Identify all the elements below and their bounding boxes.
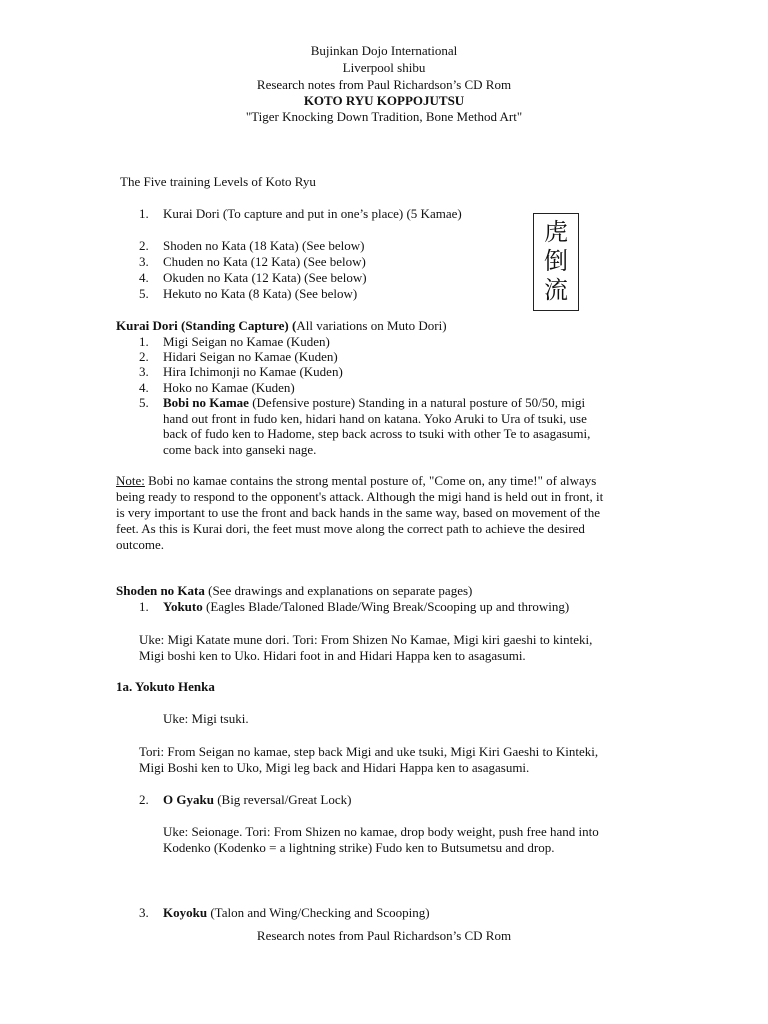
header-line-3: Research notes from Paul Richardson’s CD Rom: [256, 77, 512, 92]
kurai-num: 2.: [139, 349, 149, 364]
kurai-num: 4.: [139, 380, 149, 395]
kanji-tiger: 虎: [544, 218, 568, 246]
kurai-num: 5.: [139, 395, 149, 410]
koto-ryu-kanji-box: [533, 213, 579, 311]
level-item: Okuden no Kata (12 Kata) (See below): [163, 270, 367, 285]
kurai-num: 1.: [139, 334, 149, 349]
henka-heading: 1a. Yokuto Henka: [116, 679, 215, 694]
kurai-item: Migi Seigan no Kamae (Kuden): [163, 334, 330, 349]
shoden-num: 2.: [139, 792, 149, 807]
header-line-1: Bujinkan Dojo International: [310, 43, 458, 58]
level-item: Chuden no Kata (12 Kata) (See below): [163, 254, 366, 269]
note-line-3: is very important to use the front and back hands in the same way, based on movement of the: [116, 505, 601, 520]
koyoku-title: Koyoku (Talon and Wing/Checking and Scooping): [163, 905, 430, 920]
bobi-line-3: back of fudo ken to Hadome, step back across to tsuki with other Te to asagasumi,: [163, 426, 591, 441]
header-line-2: Liverpool shibu: [342, 60, 426, 75]
kurai-item: Hoko no Kamae (Kuden): [163, 380, 295, 395]
note-line-5: outcome.: [116, 537, 165, 552]
levels-heading: The Five training Levels of Koto Ryu: [120, 174, 316, 189]
level-item: Shoden no Kata (18 Kata) (See below): [163, 238, 365, 253]
yokuto-desc-1: Uke: Migi Katate mune dori. Tori: From Shizen No Kamae, Migi kiri gaeshi to kinteki,: [139, 632, 593, 647]
note-line-4: feet. As this is Kurai dori, the feet must move along the correct path to achieve the desired: [116, 521, 585, 536]
henka-tori-2: Migi Boshi ken to Uko, Migi leg back and Hidari Happa ken to asagasumi.: [139, 760, 530, 775]
kanji-flow: 流: [544, 276, 568, 304]
level-item: Hekuto no Kata (8 Kata) (See below): [163, 286, 358, 301]
level-num: 3.: [139, 254, 149, 269]
o-gyaku-title: O Gyaku (Big reversal/Great Lock): [163, 792, 352, 807]
shoden-heading: Shoden no Kata (See drawings and explanations on separate pages): [116, 583, 473, 598]
level-num: 2.: [139, 238, 149, 253]
bobi-line-1: Bobi no Kamae (Defensive posture) Standing in a natural posture of 50/50, migi: [163, 395, 586, 410]
yokuto-desc-2: Migi boshi ken to Uko. Hidari foot in and Hidari Happa ken to asagasumi.: [139, 648, 526, 663]
kurai-heading: Kurai Dori (Standing Capture) (All variations on Muto Dori): [116, 318, 447, 333]
henka-uke: Uke: Migi tsuki.: [163, 711, 249, 726]
note-line-2: being ready to respond to the opponent's attack. Although the migi hand is held out in front, it: [116, 489, 604, 504]
shoden-num: 3.: [139, 905, 149, 920]
kurai-item: Hidari Seigan no Kamae (Kuden): [163, 349, 338, 364]
o-gyaku-desc-2: Kodenko (Kodenko = a lightning strike) Fudo ken to Butsumetsu and drop.: [163, 840, 555, 855]
page-footer: Research notes from Paul Richardson’s CD Rom: [256, 928, 512, 943]
header-title: KOTO RYU KOPPOJUTSU: [303, 93, 465, 108]
level-num: 1.: [139, 206, 149, 221]
level-num: 5.: [139, 286, 149, 301]
note-line-1: Note: Bobi no kamae contains the strong mental posture of, "Come on, any time!" of always: [116, 473, 597, 488]
shoden-num: 1.: [139, 599, 149, 614]
header-subtitle: "Tiger Knocking Down Tradition, Bone Method Art": [245, 109, 523, 124]
level-item: Kurai Dori (To capture and put in one’s place) (5 Kamae): [163, 206, 462, 221]
kanji-fall: 倒: [544, 247, 568, 275]
henka-tori-1: Tori: From Seigan no kamae, step back Migi and uke tsuki, Migi Kiri Gaeshi to Kinteki,: [139, 744, 599, 759]
kurai-item: Hira Ichimonji no Kamae (Kuden): [163, 364, 343, 379]
bobi-line-4: come back into ganseki nage.: [163, 442, 317, 457]
bobi-line-2: hand out front in fudo ken, hidari hand on katana. Yoko Aruki to Ura of tsuki, use: [163, 411, 587, 426]
yokuto-title: Yokuto (Eagles Blade/Taloned Blade/Wing Break/Scooping up and throwing): [163, 599, 570, 614]
level-num: 4.: [139, 270, 149, 285]
o-gyaku-desc-1: Uke: Seionage. Tori: From Shizen no kamae, drop body weight, push free hand into: [163, 824, 599, 839]
kurai-num: 3.: [139, 364, 149, 379]
